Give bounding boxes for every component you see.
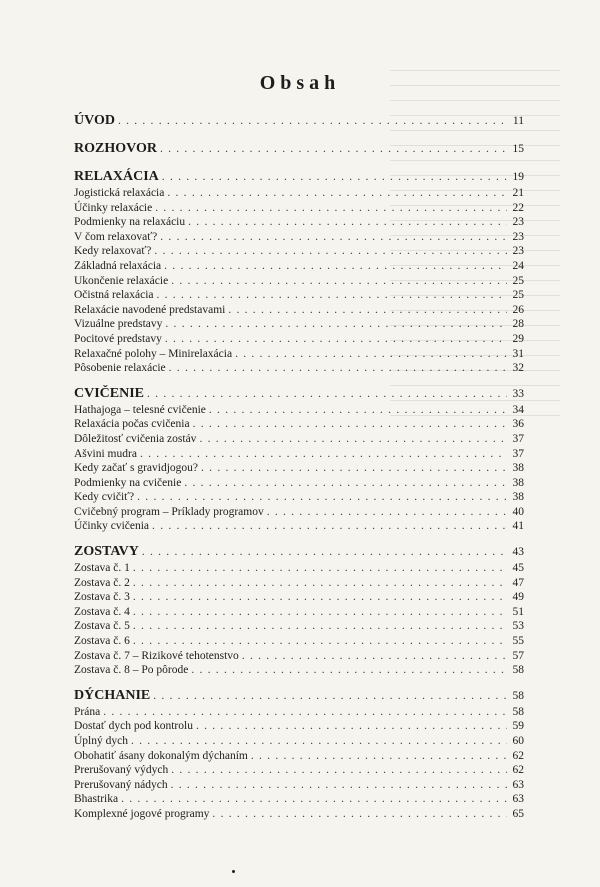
section-heading-page-number: 19 (512, 171, 524, 183)
table-of-contents (74, 112, 524, 831)
toc-entry-page-number: 25 (512, 274, 524, 287)
dot-leader (171, 763, 507, 778)
toc-entry-page-number: 63 (512, 778, 524, 791)
toc-entry (74, 274, 524, 289)
dot-leader (228, 303, 507, 318)
dot-leader (184, 476, 507, 491)
toc-section (74, 687, 524, 822)
dot-leader (137, 490, 507, 505)
toc-entry-page-number: 55 (512, 635, 524, 648)
toc-entry-label: Zostava č. 3 (74, 591, 130, 604)
toc-entry-label: Základná relaxácia (74, 259, 162, 272)
toc-entry-label: Relaxácie navodené predstavami (74, 303, 226, 316)
dot-leader (169, 361, 507, 376)
toc-entry-page-number: 36 (512, 418, 524, 431)
toc-entry (74, 719, 524, 734)
toc-entry (74, 605, 524, 620)
section-heading (74, 687, 524, 705)
toc-entry-label: Zostava č. 5 (74, 620, 130, 633)
dot-leader (147, 386, 507, 403)
toc-entry-page-number: 47 (512, 576, 524, 589)
toc-entry (74, 347, 524, 362)
toc-entry-page-number: 34 (512, 403, 524, 416)
toc-entry-label: Bhastrika (74, 793, 119, 806)
dot-leader (199, 432, 507, 447)
dot-leader (171, 274, 507, 289)
toc-entry-label: Zostava č. 1 (74, 562, 130, 575)
toc-entry (74, 403, 524, 418)
dot-leader (201, 461, 507, 476)
toc-entry-label: Hathajoga – telesné cvičenie (74, 403, 206, 416)
toc-entry (74, 649, 524, 664)
dot-leader (103, 705, 507, 720)
toc-entry-label: Prerušovaný výdych (74, 764, 169, 777)
toc-entry-label: Podmienky na relaxáciu (74, 216, 186, 229)
section-heading-page-number: 15 (512, 143, 524, 155)
dot-leader (131, 734, 507, 749)
toc-entry-page-number: 63 (512, 793, 524, 806)
dot-leader (133, 634, 507, 649)
toc-entry-page-number: 41 (512, 520, 524, 533)
section-heading-label: ÚVOD (74, 113, 115, 128)
toc-section (74, 112, 524, 130)
toc-entry-label: Ukončenie relaxácie (74, 274, 169, 287)
section-heading-label: DÝCHANIE (74, 687, 151, 703)
toc-entry-label: Účinky cvičenia (74, 520, 150, 533)
section-heading-page-number: 58 (512, 689, 524, 702)
toc-entry-page-number: 25 (512, 289, 524, 302)
toc-entry (74, 634, 524, 649)
toc-entry-label: Zostava č. 2 (74, 576, 130, 589)
toc-entry (74, 244, 524, 259)
toc-entry-label: Očistná relaxácia (74, 289, 154, 302)
toc-entry-label: Účinky relaxácie (74, 201, 153, 214)
toc-entry (74, 476, 524, 491)
dot-leader (212, 807, 507, 822)
section-heading-label: ROZHOVOR (74, 141, 157, 156)
toc-entry-label: Dostať dych pod kontrolu (74, 720, 193, 733)
toc-entry-page-number: 65 (512, 807, 524, 820)
dot-leader (155, 201, 507, 216)
toc-entry-page-number: 38 (512, 476, 524, 489)
dot-leader (142, 544, 507, 561)
toc-entry-label: Komplexné jogové programy (74, 807, 210, 820)
dot-leader (165, 332, 507, 347)
toc-entry-page-number: 32 (512, 362, 524, 375)
toc-entry-label: Zostava č. 4 (74, 605, 130, 618)
toc-section (74, 385, 524, 534)
toc-entry-label: Prerušovaný nádych (74, 778, 168, 791)
page-title: Obsah (259, 72, 341, 94)
toc-entry (74, 705, 524, 720)
toc-entry (74, 561, 524, 576)
dot-leader (152, 519, 507, 534)
toc-entry-page-number: 22 (512, 201, 524, 214)
toc-entry-label: Pôsobenie relaxácie (74, 362, 166, 375)
toc-entry (74, 215, 524, 230)
toc-entry-label: Kedy relaxovať? (74, 245, 152, 258)
toc-section (74, 168, 524, 376)
dot-leader (193, 417, 507, 432)
dot-leader (242, 649, 507, 664)
toc-entry-page-number: 37 (512, 447, 524, 460)
dot-leader (133, 561, 507, 576)
dot-leader (188, 215, 507, 230)
section-heading (74, 140, 524, 158)
dot-leader (154, 244, 507, 259)
toc-entry-label: Zostava č. 8 – Po pôrode (74, 664, 189, 677)
toc-entry-page-number: 51 (512, 605, 524, 618)
section-heading (74, 112, 524, 130)
toc-entry-page-number: 62 (512, 749, 524, 762)
dot-leader (235, 347, 507, 362)
toc-entry-page-number: 45 (512, 562, 524, 575)
dot-leader (140, 447, 507, 462)
toc-entry (74, 432, 524, 447)
toc-entry-label: Obohatiť ásany dokonalým dýchaním (74, 749, 248, 762)
toc-entry (74, 186, 524, 201)
toc-entry (74, 288, 524, 303)
toc-entry (74, 749, 524, 764)
toc-entry-page-number: 23 (512, 216, 524, 229)
toc-entry-label: Pocitové predstavy (74, 332, 162, 345)
section-heading-label: ZOSTAVY (74, 544, 139, 560)
dot-leader (133, 590, 507, 605)
toc-entry-label: Prána (74, 705, 101, 718)
toc-entry-label: Cvičebný program – Príklady programov (74, 505, 264, 518)
dot-leader (133, 619, 507, 634)
toc-entry-page-number: 58 (512, 705, 524, 718)
dot-leader (160, 141, 507, 158)
toc-entry-page-number: 49 (512, 591, 524, 604)
toc-entry-label: Kedy cvičiť? (74, 491, 135, 504)
toc-entry (74, 619, 524, 634)
toc-entry-label: Relaxačné polohy – Minirelaxácia (74, 347, 233, 360)
toc-section (74, 543, 524, 678)
toc-section (74, 140, 524, 158)
toc-entry (74, 417, 524, 432)
toc-entry (74, 807, 524, 822)
toc-entry (74, 734, 524, 749)
toc-entry-page-number: 38 (512, 462, 524, 475)
dot-leader (191, 663, 507, 678)
toc-entry (74, 505, 524, 520)
dot-leader (162, 169, 507, 186)
toc-entry-page-number: 31 (512, 347, 524, 360)
ink-speck (232, 870, 235, 873)
dot-leader (160, 230, 507, 245)
dot-leader (267, 505, 507, 520)
section-heading-label: RELAXÁCIA (74, 169, 159, 184)
toc-entry-label: Podmienky na cvičenie (74, 476, 182, 489)
toc-entry-page-number: 38 (512, 491, 524, 504)
toc-entry-label: Kedy začať s gravidjogou? (74, 462, 199, 475)
toc-entry (74, 332, 524, 347)
toc-entry (74, 663, 524, 678)
toc-entry (74, 230, 524, 245)
toc-entry-label: Jogistická relaxácia (74, 187, 165, 199)
section-heading-label: CVIČENIE (74, 385, 145, 401)
toc-entry-label: Úplný dych (74, 735, 128, 747)
toc-entry-page-number: 23 (512, 245, 524, 258)
toc-entry-label: Ašvini mudra (74, 447, 137, 460)
section-heading-page-number: 43 (512, 546, 524, 559)
dot-leader (121, 792, 507, 807)
section-heading-page-number: 11 (512, 115, 524, 127)
toc-entry-page-number: 21 (512, 187, 524, 199)
dot-leader (251, 749, 507, 764)
toc-entry-label: Relaxácia počas cvičenia (74, 418, 190, 431)
toc-entry (74, 590, 524, 605)
toc-entry-label: Dôležitosť cvičenia zostáv (74, 432, 197, 445)
toc-entry (74, 259, 524, 274)
dot-leader (167, 186, 507, 201)
toc-entry (74, 763, 524, 778)
dot-leader (209, 403, 507, 418)
toc-entry (74, 201, 524, 216)
section-heading (74, 168, 524, 186)
toc-entry (74, 317, 524, 332)
toc-entry-label: Zostava č. 7 – Rizikové tehotenstvo (74, 649, 239, 662)
toc-entry-page-number: 60 (512, 735, 524, 747)
dot-leader (165, 317, 507, 332)
toc-entry-label: V čom relaxovať? (74, 230, 158, 243)
toc-entry (74, 361, 524, 376)
toc-entry-page-number: 29 (512, 332, 524, 345)
dot-leader (133, 576, 507, 591)
toc-entry (74, 792, 524, 807)
toc-entry (74, 778, 524, 793)
dot-leader (118, 113, 507, 130)
toc-entry-page-number: 23 (512, 230, 524, 243)
toc-entry (74, 490, 524, 505)
toc-entry-label: Vizuálne predstavy (74, 318, 163, 331)
toc-entry-page-number: 37 (512, 432, 524, 445)
toc-entry-page-number: 53 (512, 620, 524, 633)
toc-entry-page-number: 57 (512, 649, 524, 662)
dot-leader (153, 688, 507, 705)
section-heading (74, 543, 524, 561)
toc-entry (74, 576, 524, 591)
toc-entry-label: Zostava č. 6 (74, 635, 130, 648)
dot-leader (171, 778, 507, 793)
dot-leader (157, 288, 508, 303)
toc-entry-page-number: 24 (512, 259, 524, 272)
toc-entry-page-number: 40 (512, 505, 524, 518)
toc-entry-page-number: 59 (512, 720, 524, 733)
toc-entry-page-number: 26 (512, 303, 524, 316)
section-heading (74, 385, 524, 403)
dot-leader (164, 259, 507, 274)
dot-leader (133, 605, 507, 620)
toc-entry (74, 303, 524, 318)
toc-entry (74, 519, 524, 534)
toc-entry-page-number: 62 (512, 764, 524, 777)
toc-entry (74, 447, 524, 462)
section-heading-page-number: 33 (512, 387, 524, 400)
dot-leader (196, 719, 507, 734)
toc-entry (74, 461, 524, 476)
toc-entry-page-number: 28 (512, 318, 524, 331)
toc-entry-page-number: 58 (512, 664, 524, 677)
